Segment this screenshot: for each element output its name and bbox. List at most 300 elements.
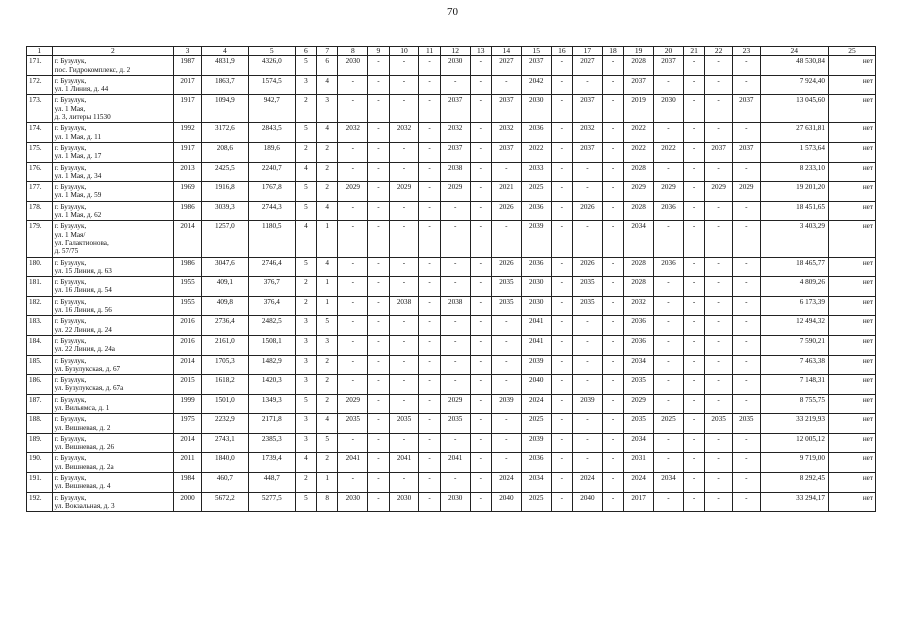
- row-number: 177.: [27, 182, 53, 202]
- data-cell: -: [419, 394, 440, 414]
- cost-cell: 4 809,26: [760, 277, 828, 297]
- data-cell: -: [419, 453, 440, 473]
- data-cell: -: [602, 277, 623, 297]
- flag-cell: нет: [828, 453, 875, 473]
- cost-cell: 19 201,20: [760, 182, 828, 202]
- data-cell: -: [419, 296, 440, 316]
- data-cell: 2030: [521, 277, 551, 297]
- data-cell: 4: [295, 221, 316, 257]
- data-cell: -: [602, 394, 623, 414]
- data-cell: -: [602, 56, 623, 76]
- data-cell: 2028: [624, 162, 654, 182]
- data-cell: -: [705, 201, 733, 221]
- data-cell: -: [338, 433, 368, 453]
- data-cell: 2035: [705, 414, 733, 434]
- data-cell: 2041: [440, 453, 470, 473]
- data-cell: 1094,9: [201, 95, 248, 123]
- data-cell: -: [419, 75, 440, 95]
- data-cell: -: [389, 277, 419, 297]
- data-cell: -: [368, 201, 389, 221]
- cost-cell: 7 148,31: [760, 375, 828, 395]
- data-cell: -: [551, 182, 572, 202]
- data-cell: -: [732, 257, 760, 277]
- data-cell: -: [683, 257, 704, 277]
- data-cell: 2030: [389, 492, 419, 512]
- data-cell: 1257,0: [201, 221, 248, 257]
- row-number: 191.: [27, 473, 53, 493]
- data-cell: -: [368, 221, 389, 257]
- row-number: 176.: [27, 162, 53, 182]
- data-cell: -: [654, 75, 684, 95]
- header-cell: 1: [27, 47, 53, 56]
- data-cell: 2014: [174, 433, 202, 453]
- table-row: [27, 142, 876, 162]
- data-cell: 2240,7: [248, 162, 295, 182]
- data-cell: -: [440, 316, 470, 336]
- data-cell: 2: [295, 95, 316, 123]
- data-cell: 2: [317, 142, 338, 162]
- data-cell: 2039: [521, 221, 551, 257]
- data-cell: -: [551, 433, 572, 453]
- data-cell: 2017: [624, 492, 654, 512]
- data-cell: 4: [317, 201, 338, 221]
- data-cell: 1508,1: [248, 335, 295, 355]
- data-cell: 3172,6: [201, 123, 248, 143]
- data-cell: 1: [317, 221, 338, 257]
- data-cell: -: [705, 492, 733, 512]
- data-cell: 3: [295, 414, 316, 434]
- flag-cell: нет: [828, 162, 875, 182]
- data-cell: 1618,2: [201, 375, 248, 395]
- data-cell: -: [368, 182, 389, 202]
- data-cell: -: [368, 433, 389, 453]
- data-cell: 2: [295, 296, 316, 316]
- cost-cell: 33 294,17: [760, 492, 828, 512]
- data-cell: -: [440, 221, 470, 257]
- data-cell: -: [470, 277, 491, 297]
- data-cell: -: [470, 355, 491, 375]
- data-cell: -: [683, 75, 704, 95]
- data-cell: 2037: [624, 75, 654, 95]
- data-cell: -: [440, 257, 470, 277]
- data-cell: -: [732, 335, 760, 355]
- data-cell: -: [470, 142, 491, 162]
- data-cell: 1984: [174, 473, 202, 493]
- data-cell: 2385,3: [248, 433, 295, 453]
- data-cell: 5: [295, 182, 316, 202]
- table-row: [27, 316, 876, 336]
- data-cell: -: [654, 355, 684, 375]
- row-number: 192.: [27, 492, 53, 512]
- data-cell: 2035: [573, 277, 603, 297]
- cost-cell: 6 173,39: [760, 296, 828, 316]
- data-cell: 1349,3: [248, 394, 295, 414]
- data-cell: 2036: [521, 257, 551, 277]
- data-cell: -: [705, 394, 733, 414]
- data-cell: -: [683, 335, 704, 355]
- data-cell: -: [440, 473, 470, 493]
- data-cell: -: [368, 335, 389, 355]
- data-cell: 2038: [389, 296, 419, 316]
- data-cell: 3: [295, 316, 316, 336]
- data-cell: -: [368, 473, 389, 493]
- data-cell: 2024: [573, 473, 603, 493]
- data-cell: 2161,0: [201, 335, 248, 355]
- table-row: [27, 453, 876, 473]
- data-cell: -: [683, 95, 704, 123]
- cost-cell: 8 755,75: [760, 394, 828, 414]
- data-cell: -: [654, 162, 684, 182]
- cost-cell: 18 451,65: [760, 201, 828, 221]
- data-cell: -: [389, 316, 419, 336]
- data-cell: 2015: [174, 375, 202, 395]
- address-cell: г. Бузулук, ул. 22 Линия, д. 24: [52, 316, 174, 336]
- data-cell: 2022: [654, 142, 684, 162]
- data-cell: 2036: [521, 123, 551, 143]
- data-cell: 1955: [174, 277, 202, 297]
- data-cell: -: [551, 355, 572, 375]
- data-cell: 3: [317, 335, 338, 355]
- cost-cell: 7 924,40: [760, 75, 828, 95]
- data-cell: 4831,9: [201, 56, 248, 76]
- data-cell: 2041: [521, 335, 551, 355]
- data-cell: 2: [317, 375, 338, 395]
- data-cell: -: [705, 123, 733, 143]
- data-cell: -: [551, 123, 572, 143]
- data-cell: 2032: [624, 296, 654, 316]
- data-cell: 2034: [624, 433, 654, 453]
- data-cell: 2027: [573, 56, 603, 76]
- data-cell: -: [551, 394, 572, 414]
- flag-cell: нет: [828, 492, 875, 512]
- data-cell: -: [654, 123, 684, 143]
- data-cell: -: [705, 296, 733, 316]
- data-cell: 2028: [624, 201, 654, 221]
- data-cell: -: [368, 123, 389, 143]
- data-cell: 1420,3: [248, 375, 295, 395]
- data-cell: -: [732, 277, 760, 297]
- data-cell: -: [705, 355, 733, 375]
- data-cell: -: [470, 296, 491, 316]
- data-cell: -: [368, 257, 389, 277]
- data-cell: -: [683, 56, 704, 76]
- data-cell: -: [602, 492, 623, 512]
- data-cell: -: [602, 123, 623, 143]
- data-cell: 2016: [174, 316, 202, 336]
- data-cell: -: [419, 95, 440, 123]
- flag-cell: нет: [828, 257, 875, 277]
- data-cell: -: [551, 473, 572, 493]
- table-row: [27, 473, 876, 493]
- data-cell: 2034: [624, 355, 654, 375]
- table-row: [27, 123, 876, 143]
- data-cell: -: [338, 162, 368, 182]
- header-cell: 20: [654, 47, 684, 56]
- header-cell: 25: [828, 47, 875, 56]
- data-cell: -: [338, 473, 368, 493]
- data-cell: -: [389, 75, 419, 95]
- data-cell: -: [683, 453, 704, 473]
- data-cell: -: [551, 56, 572, 76]
- data-cell: -: [491, 414, 521, 434]
- cost-cell: 12 494,32: [760, 316, 828, 336]
- header-cell: 12: [440, 47, 470, 56]
- data-cell: -: [683, 433, 704, 453]
- data-cell: 4: [317, 414, 338, 434]
- table-row: [27, 414, 876, 434]
- data-cell: -: [470, 257, 491, 277]
- data-cell: 2026: [573, 201, 603, 221]
- data-cell: 2022: [624, 142, 654, 162]
- data-cell: -: [389, 355, 419, 375]
- data-cell: 2014: [174, 355, 202, 375]
- data-cell: 2029: [624, 182, 654, 202]
- data-cell: -: [683, 123, 704, 143]
- data-cell: -: [683, 492, 704, 512]
- data-cell: -: [389, 394, 419, 414]
- data-cell: 2040: [521, 375, 551, 395]
- data-cell: 409,1: [201, 277, 248, 297]
- cost-cell: 7 590,21: [760, 335, 828, 355]
- data-cell: -: [470, 433, 491, 453]
- data-cell: 2: [317, 182, 338, 202]
- table-row: [27, 335, 876, 355]
- flag-cell: нет: [828, 123, 875, 143]
- flag-cell: нет: [828, 75, 875, 95]
- address-cell: г. Бузулук, ул. 1 Мая, д. 17: [52, 142, 174, 162]
- address-cell: г. Бузулук, ул. 22 Линия, д. 24а: [52, 335, 174, 355]
- address-cell: г. Бузулук, ул. 16 Линия, д. 56: [52, 296, 174, 316]
- data-cell: 2029: [654, 182, 684, 202]
- data-cell: -: [551, 375, 572, 395]
- table-row: [27, 56, 876, 76]
- data-cell: 3: [295, 433, 316, 453]
- data-cell: -: [705, 75, 733, 95]
- header-cell: 4: [201, 47, 248, 56]
- data-cell: 1955: [174, 296, 202, 316]
- data-cell: -: [602, 335, 623, 355]
- data-cell: -: [491, 221, 521, 257]
- data-cell: -: [491, 316, 521, 336]
- data-cell: -: [683, 201, 704, 221]
- data-cell: 2014: [174, 221, 202, 257]
- data-cell: -: [602, 142, 623, 162]
- data-cell: -: [732, 296, 760, 316]
- address-cell: г. Бузулук, ул. 1 Мая/ ул. Галактионова, д. 57/75: [52, 221, 174, 257]
- data-cell: -: [389, 162, 419, 182]
- data-cell: 2036: [654, 201, 684, 221]
- data-cell: 4: [295, 453, 316, 473]
- data-cell: 5: [295, 123, 316, 143]
- page-number: 70: [447, 6, 458, 18]
- data-cell: 5: [295, 56, 316, 76]
- data-cell: 460,7: [201, 473, 248, 493]
- data-cell: -: [602, 473, 623, 493]
- table-row: [27, 221, 876, 257]
- table-row: [27, 394, 876, 414]
- data-cell: -: [602, 75, 623, 95]
- data-cell: 409,8: [201, 296, 248, 316]
- data-cell: -: [732, 316, 760, 336]
- data-cell: -: [470, 75, 491, 95]
- data-cell: -: [338, 375, 368, 395]
- header-cell: 19: [624, 47, 654, 56]
- data-cell: -: [573, 453, 603, 473]
- data-cell: -: [551, 162, 572, 182]
- data-cell: 2: [295, 142, 316, 162]
- data-cell: 2035: [491, 277, 521, 297]
- data-cell: -: [551, 75, 572, 95]
- table-row: [27, 201, 876, 221]
- data-cell: -: [368, 75, 389, 95]
- data-cell: 2025: [521, 414, 551, 434]
- data-cell: 1917: [174, 142, 202, 162]
- data-cell: 1840,0: [201, 453, 248, 473]
- data-cell: -: [654, 433, 684, 453]
- flag-cell: нет: [828, 201, 875, 221]
- data-cell: 2000: [174, 492, 202, 512]
- address-cell: г. Бузулук, ул. 1 Мая, д. 34: [52, 162, 174, 182]
- data-cell: -: [338, 201, 368, 221]
- flag-cell: нет: [828, 375, 875, 395]
- data-cell: 2026: [573, 257, 603, 277]
- data-cell: -: [389, 375, 419, 395]
- data-cell: -: [551, 316, 572, 336]
- address-cell: г. Бузулук, ул. 1 Мая, д. 59: [52, 182, 174, 202]
- data-cell: -: [683, 473, 704, 493]
- data-cell: -: [368, 414, 389, 434]
- address-cell: г. Бузулук, ул. 15 Линия, д. 63: [52, 257, 174, 277]
- data-cell: -: [419, 257, 440, 277]
- address-cell: г. Бузулук, ул. 1 Мая, д. 62: [52, 201, 174, 221]
- data-cell: 1180,5: [248, 221, 295, 257]
- data-cell: 2028: [624, 277, 654, 297]
- data-cell: -: [732, 201, 760, 221]
- data-cell: 3: [295, 335, 316, 355]
- data-cell: 2232,9: [201, 414, 248, 434]
- cost-cell: 1 573,64: [760, 142, 828, 162]
- data-cell: -: [654, 277, 684, 297]
- data-cell: 2042: [521, 75, 551, 95]
- data-cell: -: [338, 296, 368, 316]
- data-cell: -: [368, 296, 389, 316]
- address-cell: г. Бузулук, ул. Вильямса, д. 1: [52, 394, 174, 414]
- data-cell: 2029: [624, 394, 654, 414]
- cost-cell: 3 403,29: [760, 221, 828, 257]
- data-cell: -: [732, 75, 760, 95]
- row-number: 179.: [27, 221, 53, 257]
- flag-cell: нет: [828, 355, 875, 375]
- address-cell: г. Бузулук, ул. Вишневая, д. 2а: [52, 453, 174, 473]
- data-cell: -: [440, 201, 470, 221]
- flag-cell: нет: [828, 277, 875, 297]
- data-cell: 2041: [338, 453, 368, 473]
- data-cell: -: [705, 277, 733, 297]
- row-number: 173.: [27, 95, 53, 123]
- row-number: 187.: [27, 394, 53, 414]
- data-cell: -: [602, 182, 623, 202]
- data-cell: 942,7: [248, 95, 295, 123]
- data-cell: -: [732, 394, 760, 414]
- data-cell: -: [683, 394, 704, 414]
- data-cell: -: [732, 221, 760, 257]
- data-cell: -: [705, 56, 733, 76]
- data-cell: 2036: [654, 257, 684, 277]
- data-cell: 2171,8: [248, 414, 295, 434]
- header-cell: 13: [470, 47, 491, 56]
- data-cell: 2029: [705, 182, 733, 202]
- data-cell: 2029: [338, 394, 368, 414]
- data-cell: -: [683, 414, 704, 434]
- data-cell: -: [705, 95, 733, 123]
- data-cell: 3: [295, 375, 316, 395]
- data-cell: -: [602, 433, 623, 453]
- data-cell: 2039: [521, 355, 551, 375]
- data-cell: 2025: [521, 182, 551, 202]
- data-cell: -: [705, 473, 733, 493]
- row-number: 172.: [27, 75, 53, 95]
- data-cell: 2030: [338, 56, 368, 76]
- data-cell: 376,7: [248, 277, 295, 297]
- data-cell: -: [419, 375, 440, 395]
- header-cell: 14: [491, 47, 521, 56]
- cost-cell: 7 463,38: [760, 355, 828, 375]
- data-cell: 1767,8: [248, 182, 295, 202]
- data-cell: 2843,5: [248, 123, 295, 143]
- header-cell: 16: [551, 47, 572, 56]
- data-cell: -: [368, 162, 389, 182]
- data-cell: 2736,4: [201, 316, 248, 336]
- data-cell: -: [491, 335, 521, 355]
- data-cell: -: [419, 335, 440, 355]
- row-number: 190.: [27, 453, 53, 473]
- data-cell: 2030: [338, 492, 368, 512]
- data-cell: -: [389, 95, 419, 123]
- data-cell: 2037: [654, 56, 684, 76]
- data-cell: 2035: [732, 414, 760, 434]
- data-cell: -: [732, 123, 760, 143]
- data-cell: -: [368, 453, 389, 473]
- data-cell: -: [419, 221, 440, 257]
- data-cell: -: [602, 296, 623, 316]
- data-cell: 448,7: [248, 473, 295, 493]
- data-cell: -: [419, 433, 440, 453]
- data-cell: -: [491, 453, 521, 473]
- data-cell: 2029: [440, 182, 470, 202]
- address-cell: г. Бузулук, ул. Бузулукская, д. 67: [52, 355, 174, 375]
- data-cell: -: [368, 142, 389, 162]
- data-cell: 1992: [174, 123, 202, 143]
- data-cell: -: [551, 257, 572, 277]
- data-cell: -: [683, 316, 704, 336]
- data-cell: -: [705, 221, 733, 257]
- data-cell: 2039: [573, 394, 603, 414]
- data-cell: 2: [295, 277, 316, 297]
- data-cell: 2025: [521, 492, 551, 512]
- data-cell: 5: [317, 433, 338, 453]
- data-cell: -: [419, 142, 440, 162]
- data-cell: -: [338, 142, 368, 162]
- data-cell: -: [338, 75, 368, 95]
- data-cell: -: [491, 375, 521, 395]
- row-number: 186.: [27, 375, 53, 395]
- data-cell: -: [338, 277, 368, 297]
- data-cell: 2032: [389, 123, 419, 143]
- data-cell: 2027: [491, 56, 521, 76]
- data-cell: -: [419, 277, 440, 297]
- data-cell: -: [440, 375, 470, 395]
- data-cell: 8: [317, 492, 338, 512]
